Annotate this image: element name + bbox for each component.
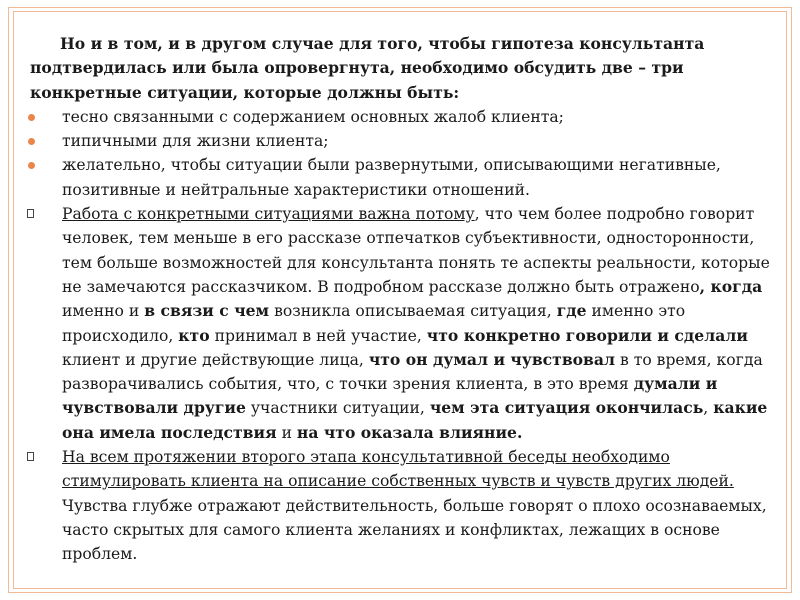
slide-content [30,32,778,567]
underlined-lead: Работа с конкретными ситуациями важна потому [62,205,475,224]
square-bullet-icon [27,209,34,218]
intro-paragraph: Но и в том, и в другом случае для того, чтобы гипотеза консультанта подтвердилась или была опровергнута, необходимо обсудить две – три конкретные ситуации, которые должны быть: [30,34,705,102]
bullet-item-3: желательно, чтобы ситуации были развернутыми, описывающими негативные, позитивные и нейтральные характеристики отношений. [30,153,778,202]
circle-bullet-icon [28,162,35,169]
bullet-item-2: типичными для жизни клиента; [30,129,778,153]
paragraph-feelings: На всем протяжении второго этапа консультативной беседы необходимо стимулировать клиента на описание собственных чувств и чувств других людей. Чувства глубже отражают действительность, больше говорят о плохо осознаваемых, часто скрытых для самого клиента желаниях и конфликтах, лежащих в основе проблем. [30,445,778,566]
circle-bullet-icon [28,114,35,121]
circle-bullet-icon [28,138,35,145]
paragraph-concrete-situations: Работа с конкретными ситуациями важна потому, что чем более подробно говорит человек, тем меньше в его рассказе отпечатков субъективности, односторонности, тем больше возможностей для консультанта понять те аспекты реальности, которые не замечаются рассказчиком. В подробном рассказе должно быть отражено, когда именно и в связи с чем возникла описываемая ситуация, где именно это происходило, кто принимал в ней участие, что конкретно говорили и сделали клиент и другие действующие лица, что он думал и чувствовал в то время, когда разворачивались события, что, с точки зрения клиента, в это время думали и чувствовали другие участники ситуации, чем эта ситуация окончилась, какие она имела последствия и на что оказала влияние. [30,202,778,445]
underlined-lead: На всем протяжении второго этапа консультативной беседы необходимо стимулировать клиента на описание собственных чувств и чувств других людей. [62,448,734,491]
square-bullet-icon [27,452,34,461]
bullet-item-1: тесно связанными с содержанием основных жалоб клиента; [30,105,778,129]
